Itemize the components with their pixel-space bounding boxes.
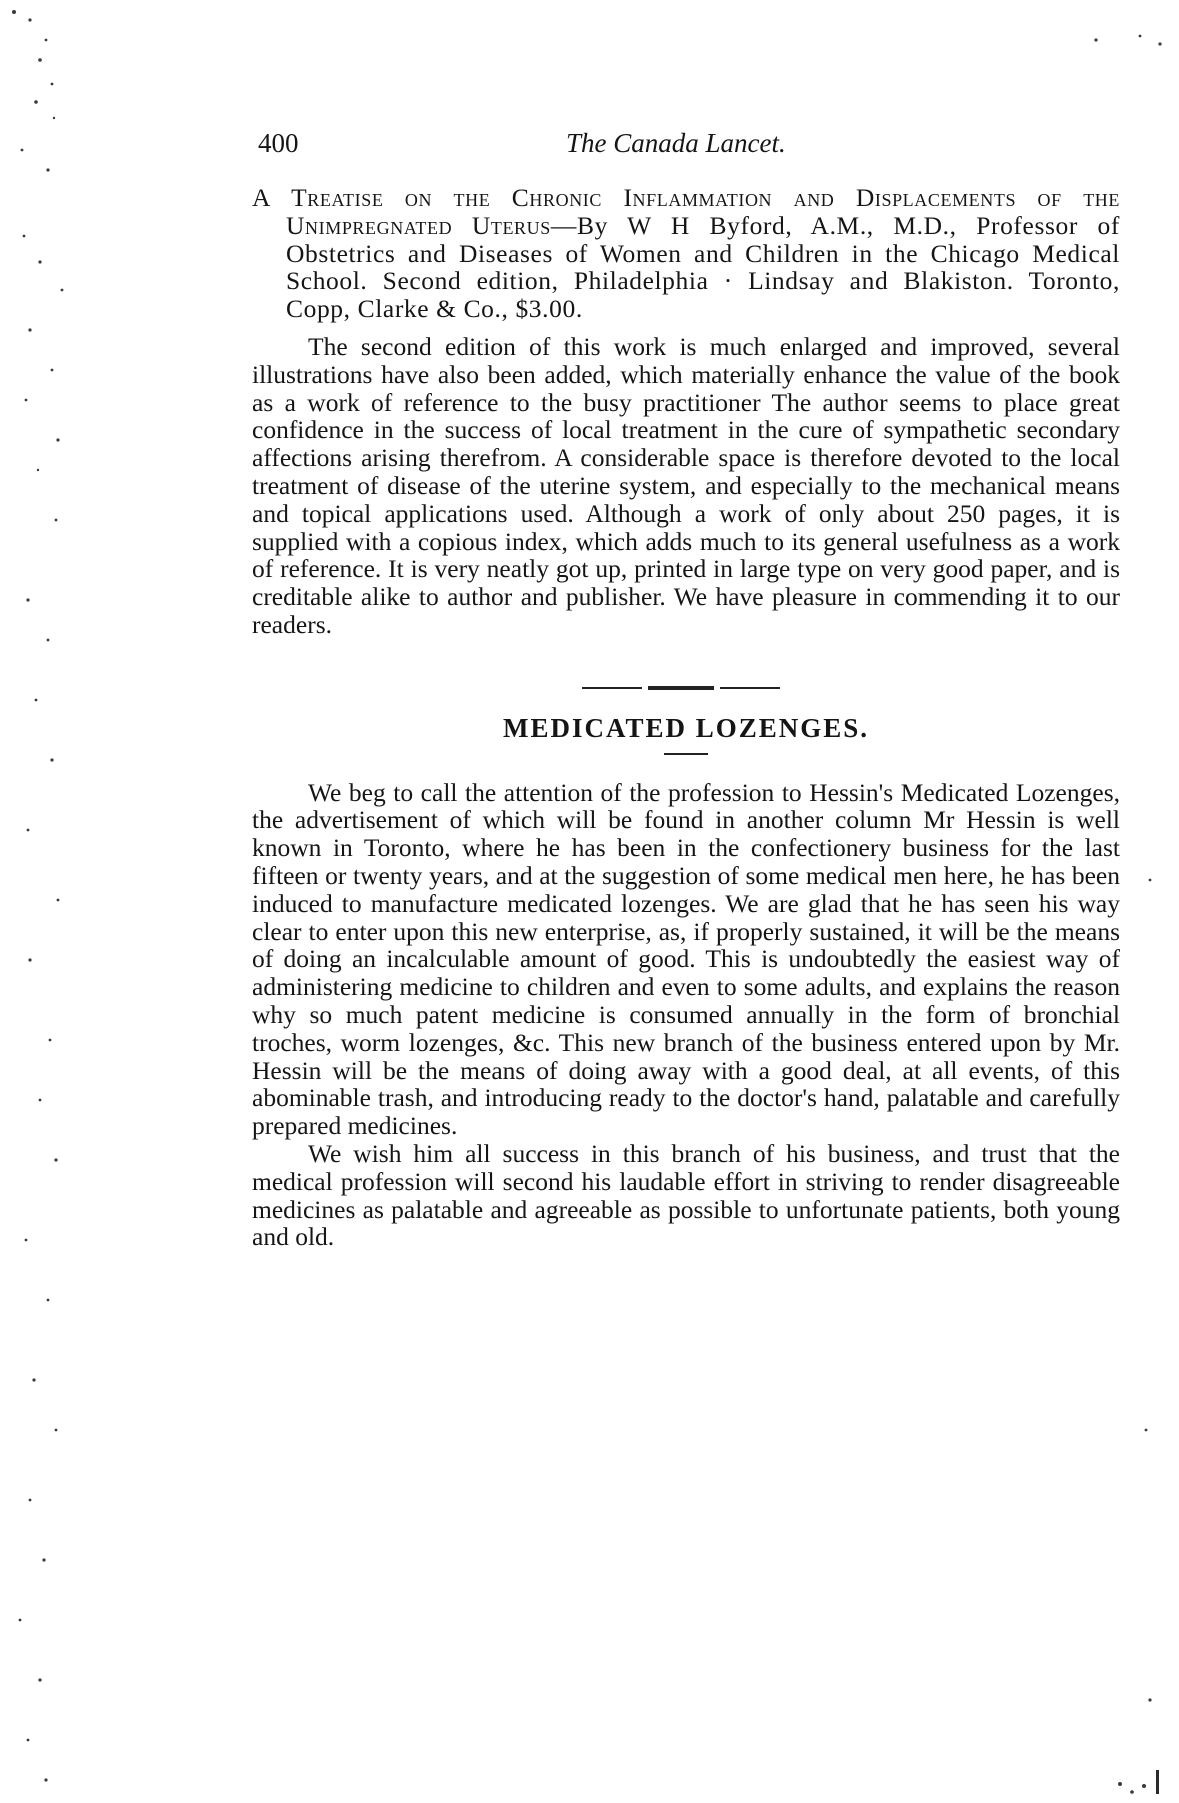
lozenges-paragraph-1: We beg to call the attention of the profession to Hessin's Medicated Lozenges, the advertisement of which will be found in another column Mr Hessin is well known in Toronto, where he has been in the confectionery business for the last fifteen or twenty years, and at the suggestion of some medical men here, he has been induced to manufacture medicated lozenges. We are glad that he has seen his way clear to enter upon this new enterprise, as, if properly sustained, it will be the means of doing an incalculable amount of good. This is undoubtedly the easiest way of administering medicine to children and even to some adults, and explains the reason why so much patent medicine is consumed annually in the form of bronchial troches, worm lozenges, &c. This new branch of the business entered upon by Mr. Hessin will be the means of doing away with a good deal, at all events, of this abominable trash, and introducing ready to the doctor's hand, palatable and carefully prepared medicines. — [252, 777, 1120, 1141]
book-review-body: The second edition of this work is much enlarged and improved, several illustrations have also been added, which materially enhance the value of the book as a work of reference to the busy practitioner The author seems to place great confidence in the success of local treatment in the cure of sympathetic secondary affections arising therefrom. A considerable space is therefore devoted to the local treatment of disease of the uterine system, and especially to the mechanical means and topical applications used. Although a work of only about 250 pages, it is supplied with a copious index, which adds much to its general usefulness as a work of reference. It is very neatly got up, printed in large type on very good paper, and is creditable alike to author and publisher. We have pleasure in commending it to our readers. — [252, 331, 1120, 639]
book-title-caps: Treatise on the Chronic Inflammation and Displacements of the Unimpregnated Uterus — [286, 183, 1120, 240]
lozenges-paragraph-2: We wish him all success in this branch of his business, and trust that the medical profession will second his laudable effort in striving to render disagreeable medicines as palatable and agreeable as possible to unfortunate patients, both young and old. — [252, 1138, 1120, 1252]
page-number: 400 — [258, 128, 299, 158]
book-title-details: —By W H Byford, A.M., M.D., Professor of Obstetrics and Diseases of Women and Children in the Chicago Medical School. Second edition, Philadelphia · Lindsay and Blakiston. Toronto, Copp, Clarke & Co., $3.00. — [286, 210, 1120, 324]
heading-rule — [664, 753, 708, 755]
page-header — [258, 128, 1116, 168]
section-divider — [252, 679, 1120, 697]
text-column — [252, 184, 1120, 1251]
section-heading: MEDICATED LOZENGES. — [502, 712, 870, 743]
book-title-initial: A — [252, 183, 270, 212]
book-review-title — [252, 184, 1120, 323]
running-title: The Canada Lancet. — [566, 128, 786, 158]
